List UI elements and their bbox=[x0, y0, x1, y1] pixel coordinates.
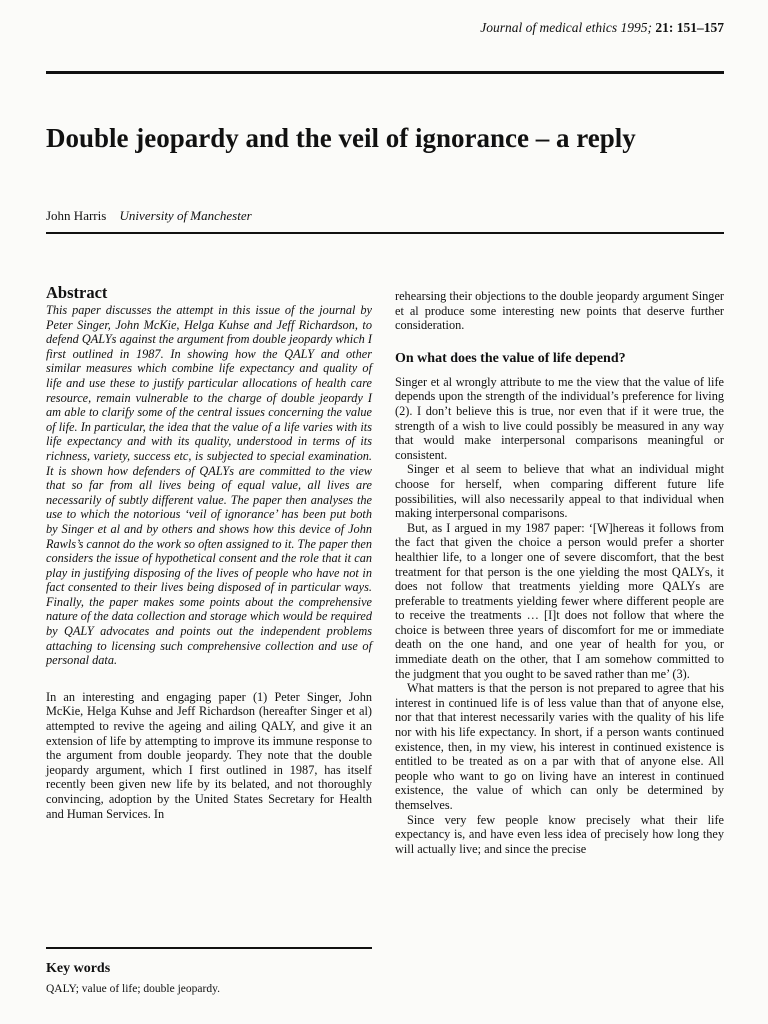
journal-header bbox=[480, 20, 724, 36]
body-paragraph: What matters is that the person is not prepared to agree that his interest in continued life is of less value than that of anyone else, nor that that interest necessarily varies with the quality of his life nor with his life expectancy. In short, if a person wants continued existence, then, in my view, his interest in continued existence is entitled to be treated as on a par with that of anyone else. All people who want to go on living have an interest in continued existence, the value of which can only be determined by themselves. bbox=[395, 681, 724, 812]
body-paragraph: Singer et al wrongly attribute to me the view that the value of life depends upon the strength of the individual’s preference for living (2). I don’t believe this is true, nor even that if it were true, the strength of a wish to live could possibly be measured in any way that would make interpersonal comparisons meaningful or consistent. bbox=[395, 374, 724, 462]
journal-name: Journal of medical ethics 1995; bbox=[480, 20, 652, 35]
intro-paragraph: In an interesting and engaging paper (1) Peter Singer, John McKie, Helga Kuhse and Jeff Richardson (hereafter Singer et al) attempted to revive the ageing and ailing QALY, and give it an extension of life by attempting to improve its immune response to the argument from double jeopardy. They note that the double jeopardy argument, which I first outlined in 1987, has itself recently been given new life by its belated, and not thoroughly convincing, adoption by the United States Secretary for Health and Human Services. In bbox=[46, 689, 372, 821]
body-paragraph: But, as I argued in my 1987 paper: ‘[W]hereas it follows from the fact that given the choice a person would prefer a shorter healthier life, to a longer one of severe discomfort, that the best treatment for that person is the one yielding the most QALYs, it does not follow that treatments yielding more QALYs are preferable to treatments yielding fewer where different people are to receive the treatments … [I]t does not follow that where the choice is between three years of discomfort for me or immediate death on the one hand, and one year of health for you, or immediate death on the other, that I am somehow committed to the judgment that you ought to be saved rather than me’ (3). bbox=[395, 520, 724, 681]
right-column bbox=[395, 283, 724, 856]
abstract-heading: Abstract bbox=[46, 283, 108, 302]
body-paragraph: Since very few people know precisely what their life expectancy is, and have even less idea of precisely how long they will actually live; and since the precise bbox=[395, 812, 724, 856]
byline bbox=[46, 208, 252, 224]
article-title: Double jeopardy and the veil of ignorance – a reply bbox=[46, 123, 636, 153]
left-column bbox=[46, 283, 372, 821]
byline-rule bbox=[46, 232, 724, 234]
abstract-text: This paper discusses the attempt in this issue of the journal by Peter Singer, John McKie, Helga Kuhse and Jeff Richardson, to defend QALYs against the argument from double jeopardy which I first outlined in 1987. In showing how the QALY and other similar measures which combine life expectancy and quality of life and use these to justify particular allocations of health care resource, remain vulnerable to the charge of double jeopardy I am able to clarify some of the central issues concerning the value of life. In particular, the idea that the value of a life varies with its life expectancy and with its quality, understood in terms of its richness, variety, success etc, is subjected to special examination. It is shown how defenders of QALYs are committed to the view that so far from all lives being of equal value, all lives are necessarily of subtly different value. The paper then analyses the use to which the notorious ‘veil of ignorance’ has been put both by Singer et al and by others and shows how this device of John Rawls’s cannot do the work so often assigned to it. The paper then considers the issue of hypothetical consent and the role that it can play in justifying disposing of the lives of people who have not in fact consented to their lives being disposed of in particular ways. Finally, the paper makes some points about the comprehensive nature of the data collection and storage which would be required by QALY advocates and points out the independent problems attaching to licensing such comprehensive collection and use of personal data. bbox=[46, 303, 372, 668]
author-name: John Harris bbox=[46, 208, 107, 223]
keywords-rule bbox=[46, 947, 372, 949]
journal-volume-pages: 21: 151–157 bbox=[655, 20, 724, 35]
right-intro-paragraph: rehearsing their objections to the double jeopardy argument Singer et al produce some interesting new points that deserve further consideration. bbox=[395, 289, 724, 333]
keywords-heading: Key words bbox=[46, 961, 111, 976]
keywords-block bbox=[46, 933, 372, 995]
body-paragraph: Singer et al seem to believe that what an individual might choose for herself, when comparing different future life possibilities, will also necessarily appeal to that individual when making interpersonal comparisons. bbox=[395, 462, 724, 521]
top-rule bbox=[46, 71, 724, 74]
keywords-text: QALY; value of life; double jeopardy. bbox=[46, 983, 220, 995]
author-affiliation: University of Manchester bbox=[119, 208, 252, 223]
section-heading: On what does the value of life depend? bbox=[395, 350, 626, 366]
